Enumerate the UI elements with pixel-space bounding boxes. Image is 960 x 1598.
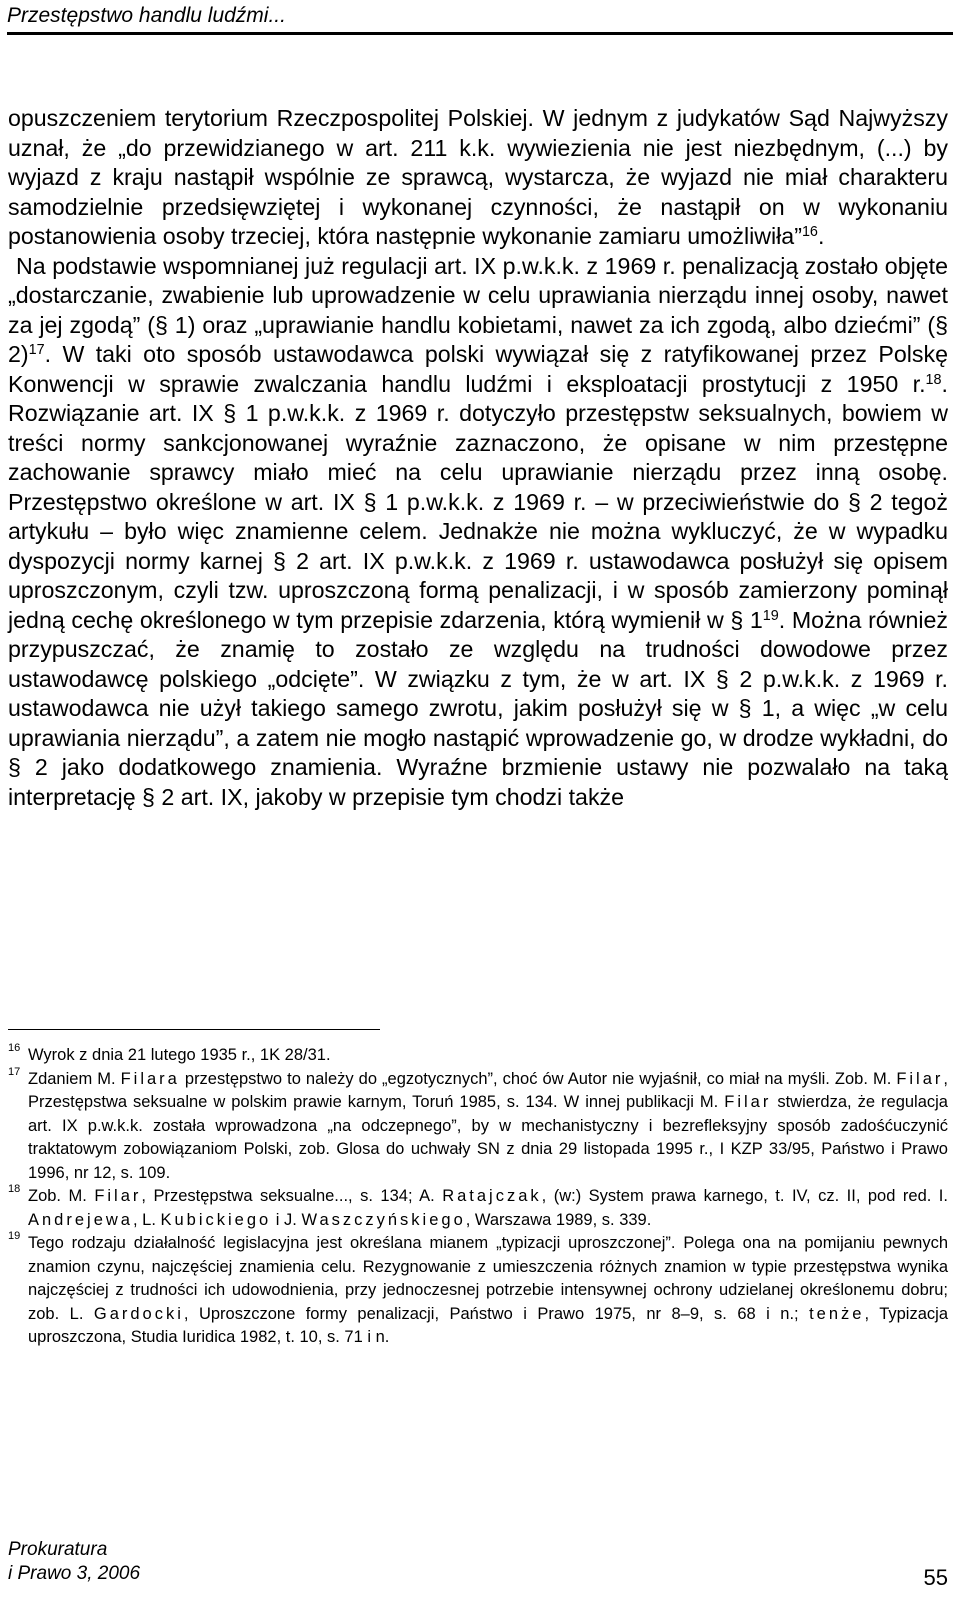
main-text [8, 104, 948, 812]
footnote-19 [8, 1232, 948, 1350]
author-name: Waszczyńskiego [301, 1210, 466, 1229]
page-footer [8, 1538, 948, 1590]
paragraph-1-end: . [817, 223, 825, 249]
footnote-ref-19[interactable]: 19 [762, 607, 779, 624]
paragraph-2-text-d: . Można również przypuszczać, że znamię to zostało ze względu na trudności dowodowe przez ustawodawcę polskiego „odcięte”. W związku z tym, że w art. IX § 2 p.w.k.k. z 1969 r. ustawodawca nie użył takiego samego zwrotu, jakim posłużył się w § 1, a więc „w celu uprawiania nierządu”, a zatem nie mogło nastąpić wprowadzenie go, w drodze wykładni, do § 2 jako dodatkowego znamienia. Wyraźne brzmienie ustawy nie pozwalało na taką interpretację § 2 art. IX, jakoby w przepisie tym chodzi także [8, 606, 948, 810]
author-name: Filara [120, 1069, 180, 1088]
paragraph-2 [8, 252, 948, 813]
footnote-text: , Typizacja uproszczona, Studia Iuridica 1982, t. 10, s. 71 i n. [28, 1304, 948, 1346]
footnote-text: Tego rodzaju działalność legislacyjna jest określana mianem „typizacji uproszczonej”. Polega ona na pomijaniu pewnych znamion czynu, najczęściej znamienia celu. Rezygnowanie z umieszczenia różnych znamion w typie przestępstwa wynika najczęściej z trudności ich udowodnienia, przy jednoczesnej potrzebie intensywnej ochrony udzielanej określonemu dobru; zob. L. [28, 1234, 948, 1323]
footnote-ref-17[interactable]: 17 [28, 342, 45, 359]
footnote-18 [8, 1185, 948, 1232]
author-name: Ratajczak [442, 1187, 542, 1205]
page-number: 55 [923, 1565, 948, 1590]
footnote-text: , Przestępstwa seksualne..., s. 134; A. [141, 1187, 443, 1205]
author-name: Filar [94, 1187, 142, 1205]
footnote-text: , Warszawa 1989, s. 339. [465, 1210, 652, 1229]
footnote-text: , L. [132, 1210, 161, 1229]
footnote-ref-16[interactable]: 16 [801, 224, 818, 241]
author-name: Kubickiego [160, 1210, 272, 1229]
footnote-text: , (w:) System prawa karnego, t. IV, cz. II, pod red. I. [541, 1187, 948, 1205]
running-header-title: Przestępstwo handlu ludźmi... [7, 4, 286, 27]
footnote-text: przestępstwo to należy do „egzotycznych”, choć ów Autor nie wyjaśnił, co miał na myśli. Zob. M. [179, 1069, 897, 1088]
footnote-text: Zdaniem M. [28, 1069, 121, 1088]
footnote-16 [8, 1044, 948, 1068]
author-name: tenże [809, 1304, 865, 1323]
footnote-text: Zob. M. [28, 1187, 95, 1205]
footnote-divider [8, 1029, 380, 1030]
footnote-text: stwierdza, że regulacja art. IX p.w.k.k. została wprowadzona „na odczepnego”, by w mechanistyczny i bezrefleksyjny sposób zadośćuczynić traktatowym zobowiązaniom Polski, zob. Glosa do uchwały SN z dnia 29 listopada 1995 r., I KZP 33/95, Państwo i Prawo 1996, nr 12, s. 109. [28, 1093, 948, 1182]
footnote-text: i J. [271, 1210, 302, 1229]
footnote-number: 18 [8, 1183, 21, 1195]
journal-name: Prokuratura [8, 1539, 108, 1560]
footnote-text: , Przestępstwa seksualne w polskim prawie karnym, Toruń 1985, s. 134. W innej publikacji M. [28, 1069, 948, 1111]
paragraph-2-text-a: Na podstawie wspomnianej już regulacji art. IX p.w.k.k. z 1969 r. penalizacją zostało objęte „dostarczanie, zwabienie lub uprowadzenie w celu uprawiania nierządu innej osoby, nawet za jej zgodą” (§ 1) oraz „uprawianie handlu kobietami, nawet za ich zgodą, albo dziećmi” (§ 2) [8, 252, 948, 367]
author-name: Filar [896, 1069, 944, 1088]
paragraph-1-text: opuszczeniem terytorium Rzeczpospolitej Polskiej. W jednym z judykatów Sąd Najwyższy uznał, że „do przewidzianego w art. 211 k.k. wywiezienia nie jest niezbędnym, (...) by wyjazd z kraju nastąpił wspólnie ze sprawcą, wystarcza, że wyjazd nie miał charakteru samodzielnie przedsięwziętej i wykonanej czynności, że nastąpił on w wykonaniu postanowienia osoby trzeciej, która następnie wykonanie zamiaru umożliwiła” [8, 105, 948, 249]
footnotes [8, 1044, 948, 1350]
paragraph-2-text-b: . W taki oto sposób ustawodawca polski wywiązał się z ratyfikowanej przez Polskę Konwencji w sprawie zwalczania handlu ludźmi i eksploatacji prostytucji z 1950 r. [8, 341, 948, 397]
footnote-number: 19 [8, 1230, 21, 1242]
footnote-ref-18[interactable]: 18 [925, 371, 942, 388]
running-header [7, 4, 953, 35]
journal-issue: i Prawo 3, 2006 [8, 1563, 141, 1584]
paragraph-2-text-c: . Rozwiązanie art. IX § 1 p.w.k.k. z 1969 r. dotyczyło przestępstw seksualnych, bowiem w treści normy sankcjonowanej wyraźnie zaznaczono, że opisane w nim przestępne zachowanie sprawcy miało mieć na celu uprawianie nierządu przez inną osobę. Przestępstwo określone w art. IX § 1 p.w.k.k. z 1969 r. – w przeciwieństwie do § 2 tegoż artykułu – było więc znamienne celem. Jednakże nie można wykluczyć, że w wypadku dyspozycji normy karnej § 2 art. IX p.w.k.k. z 1969 r. ustawodawca posłużył się opisem uproszczonym, czyli tzw. uproszczoną formą penalizacji, i w sposób zamierzony pominął jedną cechę określonego w tym przepisie zdarzenia, którą wymienił w § 1 [8, 370, 948, 633]
author-name: Filar [724, 1093, 772, 1111]
footnote-number: 16 [8, 1042, 21, 1054]
footnote-17 [8, 1065, 948, 1186]
footnote-number: 17 [8, 1065, 21, 1078]
author-name: Gardocki [93, 1304, 184, 1323]
footnote-text: , Uproszczone formy penalizacji, Państwo i Prawo 1975, nr 8–9, s. 68 i n.; [183, 1304, 810, 1323]
author-name: Andrejewa [28, 1210, 133, 1229]
footnote-text: Wyrok z dnia 21 lutego 1935 r., 1K 28/31. [28, 1046, 331, 1064]
paragraph-1 [8, 104, 948, 252]
